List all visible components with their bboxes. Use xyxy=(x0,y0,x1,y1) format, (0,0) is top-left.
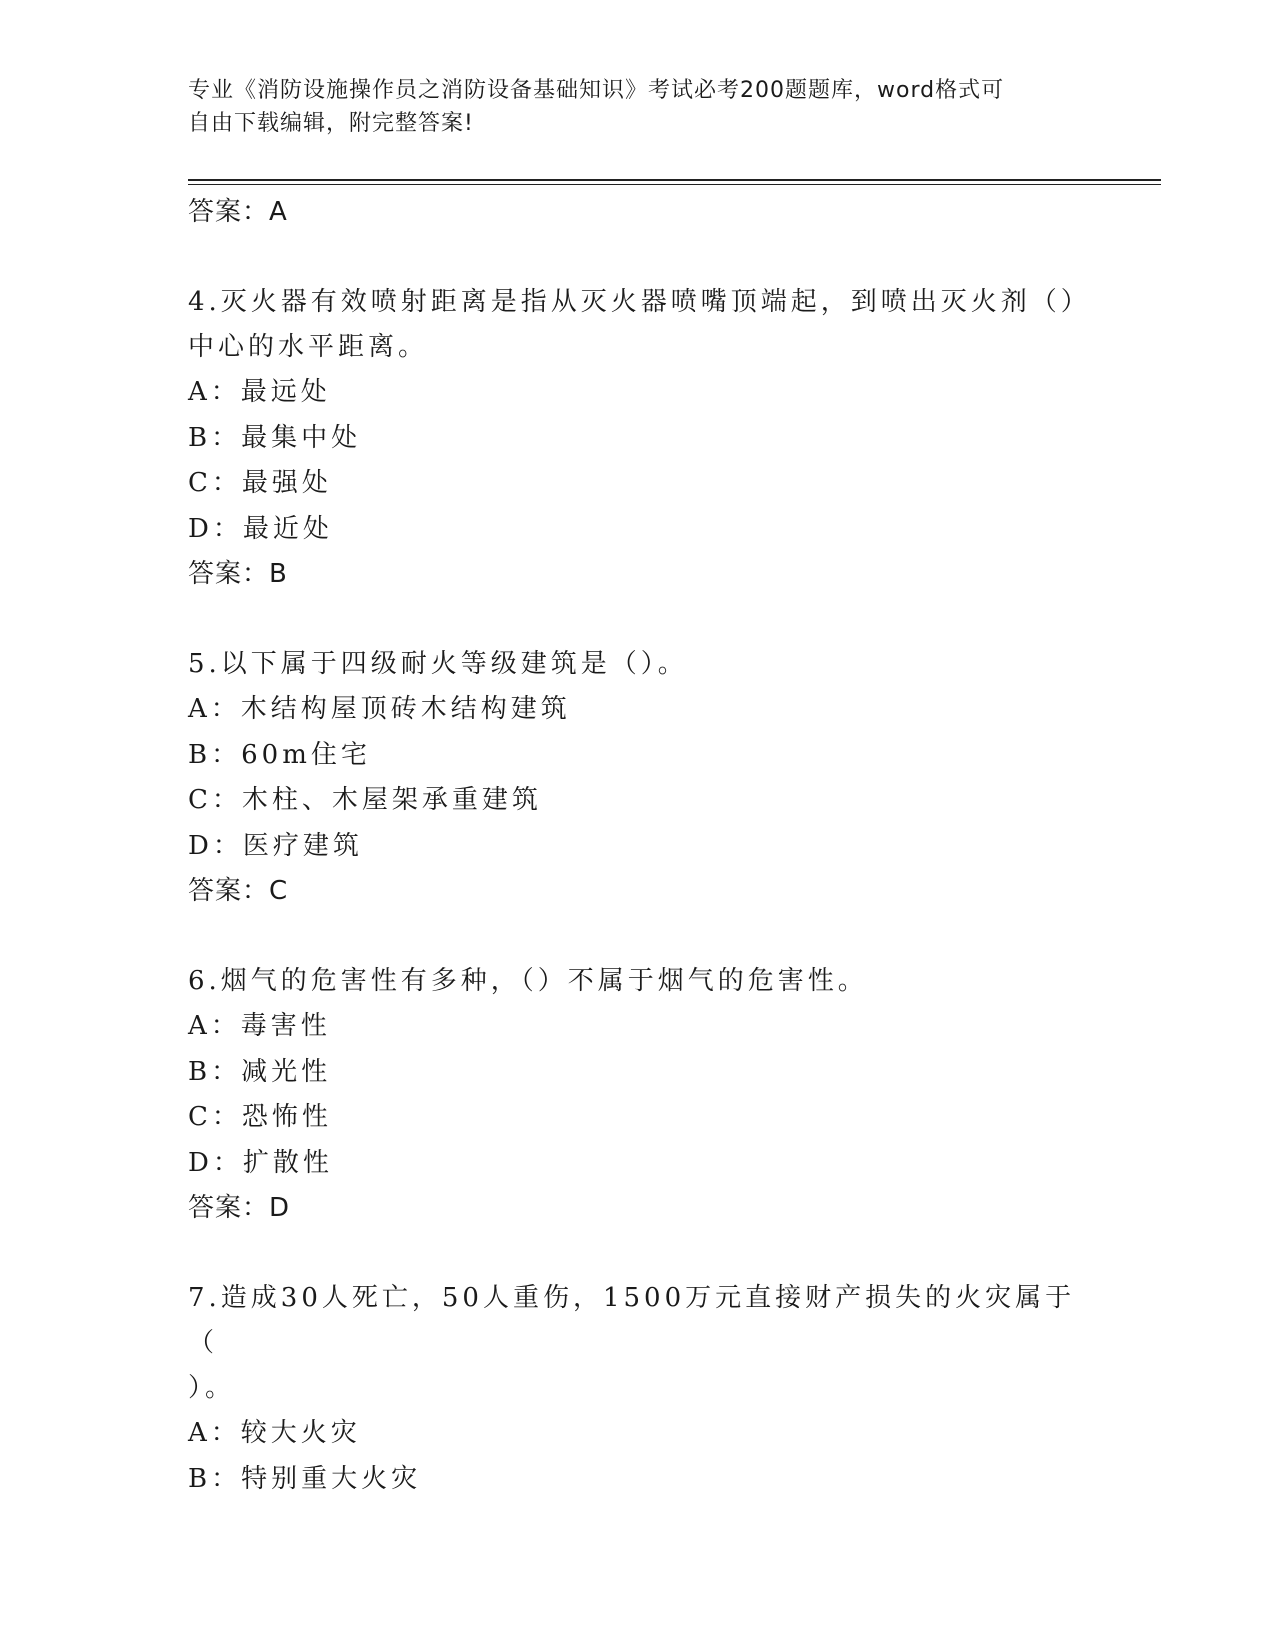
question-stem-line: 中心的水平距离。 xyxy=(188,332,429,362)
question-stem xyxy=(188,959,1088,1004)
option-a: A：最远处 xyxy=(188,377,331,407)
header-divider-thick xyxy=(188,179,1161,181)
question-stem-line: 7.造成30人死亡，50人重伤，1500万元直接财产损失的火灾属于（ xyxy=(188,1283,1076,1358)
document-header xyxy=(188,74,1068,140)
question-stem-line: ）。 xyxy=(188,1373,236,1403)
answer-line: 答案：A xyxy=(188,197,288,227)
option-b: B：减光性 xyxy=(188,1056,332,1087)
question-list xyxy=(188,190,1091,1502)
option-d: D：最近处 xyxy=(188,513,333,544)
question-stem xyxy=(188,1276,1088,1411)
option-a: A：较大火灾 xyxy=(188,1418,361,1448)
question-stem-line: 4.灭火器有效喷射距离是指从灭火器喷嘴顶端起，到喷出灭火剂（） xyxy=(188,287,1091,317)
question-stem-line: 6.烟气的危害性有多种，（）不属于烟气的危害性。 xyxy=(188,966,868,996)
question-stem xyxy=(188,642,1088,687)
question-block-4 xyxy=(188,280,1091,598)
option-c: C：最强处 xyxy=(188,468,332,498)
option-c: C：木柱、木屋架承重建筑 xyxy=(188,785,542,815)
question-block-6 xyxy=(188,959,1088,1232)
option-b: B：最集中处 xyxy=(188,422,362,453)
answer-line: 答案：C xyxy=(188,876,289,906)
question-stem xyxy=(188,280,1091,370)
option-d: D：医疗建筑 xyxy=(188,830,363,861)
header-divider-thin xyxy=(188,184,1161,185)
answer-line: 答案：B xyxy=(188,559,288,589)
question-block-5 xyxy=(188,642,1088,915)
answer-line: 答案：D xyxy=(188,1193,291,1223)
option-c: C：恐怖性 xyxy=(188,1102,332,1132)
option-b: B：特别重大火灾 xyxy=(188,1463,422,1494)
question-stem-line: 5.以下属于四级耐火等级建筑是（）。 xyxy=(188,649,688,679)
option-b: B：60m住宅 xyxy=(188,739,371,770)
option-a: A：木结构屋顶砖木结构建筑 xyxy=(188,694,571,724)
header-line-1: 专业《消防设施操作员之消防设备基础知识》考试必考200题题库，word格式可 xyxy=(188,78,1005,103)
header-line-2: 自由下载编辑，附完整答案! xyxy=(188,111,474,136)
option-a: A：毒害性 xyxy=(188,1011,331,1041)
question-block-7 xyxy=(188,1276,1088,1502)
option-d: D：扩散性 xyxy=(188,1147,333,1178)
